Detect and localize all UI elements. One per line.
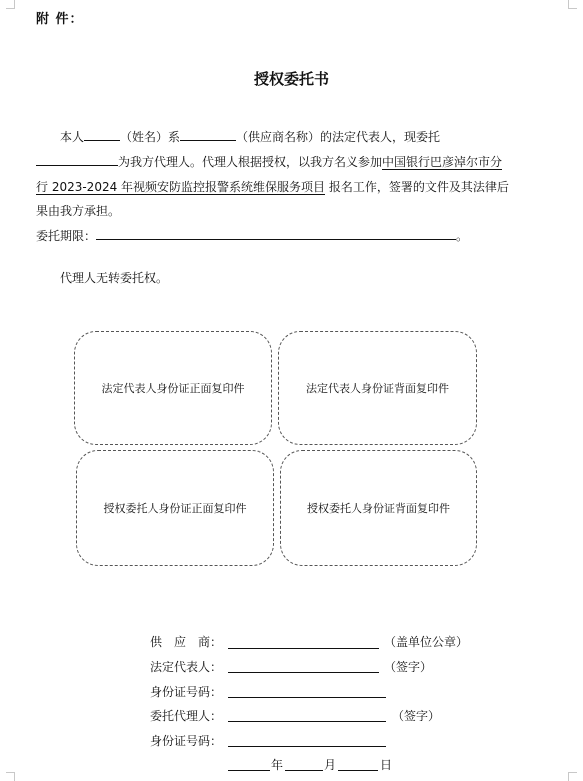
term-label: 委托期限： — [36, 229, 97, 243]
page-corner-mark — [568, 0, 577, 9]
box-label: 授权委托人身份证正面复印件 — [103, 502, 247, 515]
project-name-text: 行 2023-2024 年视频安防监控报警系统维保服务项目 — [36, 180, 326, 194]
page-corner-mark — [6, 0, 15, 9]
month-label: 月 — [324, 758, 337, 772]
agent-name-blank[interactable] — [36, 153, 118, 166]
agent-id-back-box[interactable] — [280, 450, 477, 566]
agent-note: （签字） — [392, 709, 441, 723]
year-blank[interactable] — [228, 770, 270, 771]
para-text: （供应商名称）的法定代表人，现委托 — [236, 130, 441, 144]
term-line — [36, 227, 468, 244]
day-label: 日 — [380, 758, 393, 772]
id-number-label: 身份证号码： — [150, 734, 223, 748]
para-line-4: 果由我方承担。 — [36, 204, 121, 218]
page-corner-mark — [568, 772, 577, 781]
legal-rep-note: （签字） — [384, 660, 433, 674]
legal-rep-sign-line[interactable] — [228, 672, 379, 673]
supplier-note: （盖单位公章） — [384, 635, 469, 649]
year-label: 年 — [271, 758, 284, 772]
id-number-line[interactable] — [228, 746, 386, 747]
para-line-3 — [36, 178, 509, 195]
supplier-sign-line[interactable] — [228, 648, 379, 649]
box-label: 法定代表人身份证正面复印件 — [101, 382, 245, 395]
para-line-2 — [36, 153, 502, 170]
para-text: 报名工作，签署的文件及其法律后 — [325, 180, 509, 194]
day-blank[interactable] — [338, 770, 378, 771]
para-text: （姓名）系 — [120, 130, 181, 144]
supplier-name-blank[interactable] — [180, 128, 236, 141]
legal-id-back-box[interactable] — [278, 331, 477, 445]
legal-rep-label: 法定代表人： — [150, 660, 223, 674]
para-text: 为我方代理人。代理人根据授权，以我方名义参加 — [118, 155, 383, 169]
month-blank[interactable] — [285, 770, 323, 771]
attachment-label: 附 件： — [36, 12, 84, 27]
document-title: 授权委托书 — [253, 70, 329, 88]
name-blank[interactable] — [84, 128, 120, 141]
supplier-label: 供 应 商： — [150, 635, 223, 649]
id-number-label: 身份证号码： — [150, 685, 223, 699]
agent-id-front-box[interactable] — [76, 450, 274, 566]
term-blank[interactable] — [96, 227, 456, 240]
project-bank-text: 中国银行巴彦淖尔市分 — [382, 155, 503, 169]
agent-label: 委托代理人： — [150, 709, 223, 723]
page-corner-mark — [6, 772, 15, 781]
box-label: 授权委托人身份证背面复印件 — [307, 502, 450, 515]
no-transfer-note: 代理人无转委托权。 — [60, 271, 169, 285]
legal-id-front-box[interactable] — [74, 331, 272, 445]
para-text: 本人 — [60, 130, 85, 144]
agent-sign-line[interactable] — [228, 721, 386, 722]
box-label: 法定代表人身份证背面复印件 — [306, 382, 449, 395]
id-number-line[interactable] — [228, 697, 386, 698]
para-line-1 — [60, 128, 440, 145]
term-end: 。 — [456, 229, 469, 243]
